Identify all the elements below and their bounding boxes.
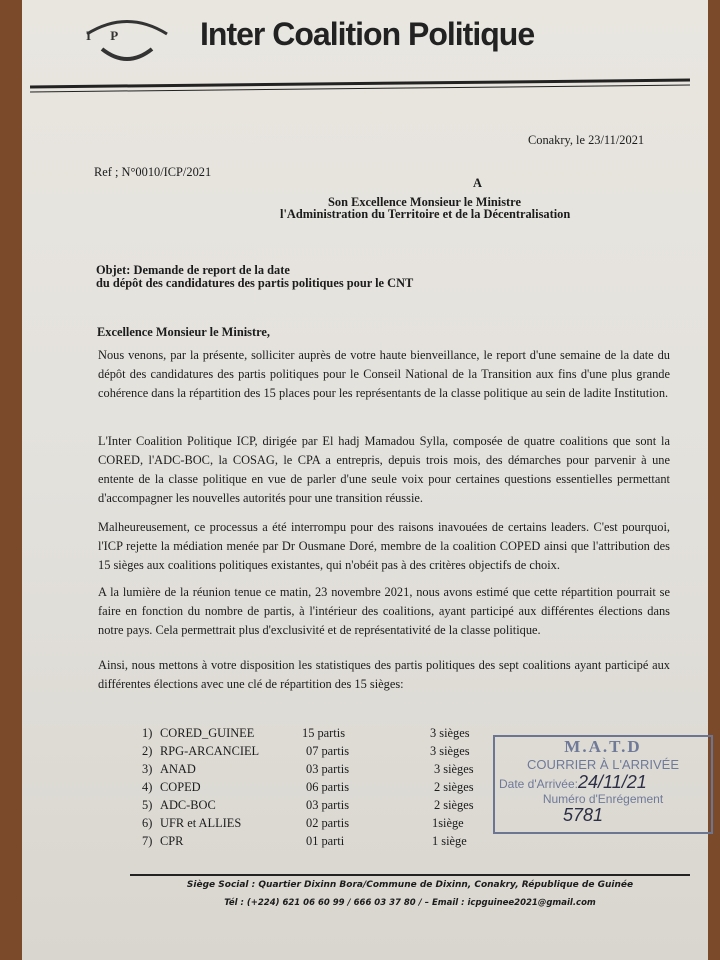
- paragraph-4: A la lumière de la réunion tenue ce matin, 23 novembre 2021, nous avons estimé que cette répartition pourrait se faire en fonction du nombre de partis, à l'intérieur des coalitions, ayant participé aux différentes élections dans notre pays. Cela permettrait plus d'exclusivité et de représentativité de la classe politique.: [98, 585, 670, 637]
- coalition-row: [142, 744, 502, 762]
- stamp-number-label: Numéro d'Enrégement: [542, 792, 664, 806]
- footer-contact: Tél : (+224) 621 06 60 99 / 666 03 37 80 / – Email : icpguinee2021@gmail.com: [224, 898, 596, 908]
- coalition-seats: 3 sièges: [434, 762, 474, 776]
- logo-text: I P: [86, 28, 127, 43]
- coalition-name: UFR et ALLIES: [160, 816, 242, 830]
- coalition-name: CPR: [160, 834, 184, 848]
- coalition-number: 2): [142, 744, 153, 758]
- coalition-number: 3): [142, 762, 153, 776]
- subject-line2: du dépôt des candidatures des partis politiques pour le CNT: [96, 276, 414, 290]
- coalition-seats: 1siège: [432, 816, 464, 830]
- coalition-parties: 15 partis: [302, 726, 346, 740]
- stamp-org: M.A.T.D: [564, 737, 642, 756]
- coalition-row: [142, 834, 502, 852]
- coalition-number: 1): [142, 726, 153, 740]
- stamp-title: COURRIER À L'ARRIVÉE: [526, 757, 679, 772]
- recipient-line1: Son Excellence Monsieur le Ministre: [328, 195, 521, 209]
- coalition-seats: 1 siège: [432, 834, 467, 848]
- footer-address: Siège Social : Quartier Dixinn Bora/Commune de Dixinn, Conakry, République de Guinée: [186, 880, 634, 890]
- coalition-name: RPG-ARCANCIEL: [160, 744, 260, 758]
- paragraph-2: L'Inter Coalition Politique ICP, dirigée par El hadj Mamadou Sylla, composée de quatre coalitions que sont la CORED, l'ADC-BOC, la COSAG, le CPA a entrepris, depuis trois mois, des démarches pour parvenir à une entente de la classe politique en vue de parler d'une seule voix pour certaines questions essentielles permettant d'accompagner les nouvelles autorités pour une transition réussie.: [98, 434, 670, 505]
- stamp-number-value: 5781: [562, 805, 604, 825]
- coalition-parties: 03 partis: [306, 762, 350, 776]
- paragraph-1: Nous venons, par la présente, solliciter auprès de votre haute bienveillance, le report d'une semaine de la date du dépôt des candidatures des partis politiques pour le Conseil National de la Transition aux fins d'une plus grande cohérence dans la répartition des 15 places pour les représentants de la classe politique au sein de ladite Institution.: [98, 348, 670, 400]
- coalition-name: ANAD: [160, 762, 196, 776]
- coalition-number: 4): [142, 780, 153, 794]
- coalition-number: 5): [142, 798, 153, 812]
- paragraph-3: Malheureusement, ce processus a été interrompu pour des raisons inavouées de certains leaders. C'est pourquoi, l'ICP rejette la médiation menée par Dr Ousmane Doré, membre de la coalition COPED ainsi que l'attribution des 15 sièges aux coalitions politiques existantes, qui n'obéit pas à des critères objectifs de choix.: [98, 520, 670, 572]
- date-line: Conakry, le 23/11/2021: [528, 133, 645, 147]
- footer-rule: [130, 874, 690, 876]
- recipient-line2: l'Administration du Territoire et de la Décentralisation: [280, 207, 571, 221]
- stamp-date-label: Date d'Arrivée:: [499, 777, 578, 791]
- coalition-row: [142, 726, 502, 744]
- coalition-parties: 02 partis: [306, 816, 350, 830]
- letterhead-title: Inter Coalition Politique: [200, 16, 535, 52]
- coalition-parties: 06 partis: [306, 780, 350, 794]
- coalition-seats: 3 sièges: [430, 744, 470, 758]
- coalition-parties: 01 parti: [306, 834, 345, 848]
- coalition-name: ADC-BOC: [160, 798, 216, 812]
- recipient-prefix: A: [473, 176, 482, 190]
- coalition-parties: 03 partis: [306, 798, 350, 812]
- coalition-row: [142, 798, 502, 816]
- paragraph-5: Ainsi, nous mettons à votre disposition les statistiques des partis politiques des sept coalitions ayant participé aux différentes élections avec une clé de répartition des 15 sièges:: [98, 658, 670, 691]
- coalition-seats: 2 sièges: [434, 780, 474, 794]
- coalition-seats: 2 sièges: [434, 798, 474, 812]
- coalition-parties: 07 partis: [306, 744, 350, 758]
- coalition-number: 7): [142, 834, 153, 848]
- reception-stamp: [493, 735, 713, 834]
- coalition-row: [142, 780, 502, 798]
- coalition-name: COPED: [160, 780, 201, 794]
- coalition-row: [142, 816, 502, 834]
- stamp-date-value: 24/11/21: [578, 772, 647, 792]
- coalition-name: CORED_GUINEE: [160, 726, 255, 740]
- coalition-row: [142, 762, 502, 780]
- salutation: Excellence Monsieur le Ministre,: [97, 325, 270, 339]
- reference: Ref ; N°0010/ICP/2021: [94, 165, 212, 179]
- coalition-number: 6): [142, 816, 153, 830]
- subject-line1: Objet: Demande de report de la date: [96, 263, 290, 277]
- coalition-seats: 3 sièges: [430, 726, 470, 740]
